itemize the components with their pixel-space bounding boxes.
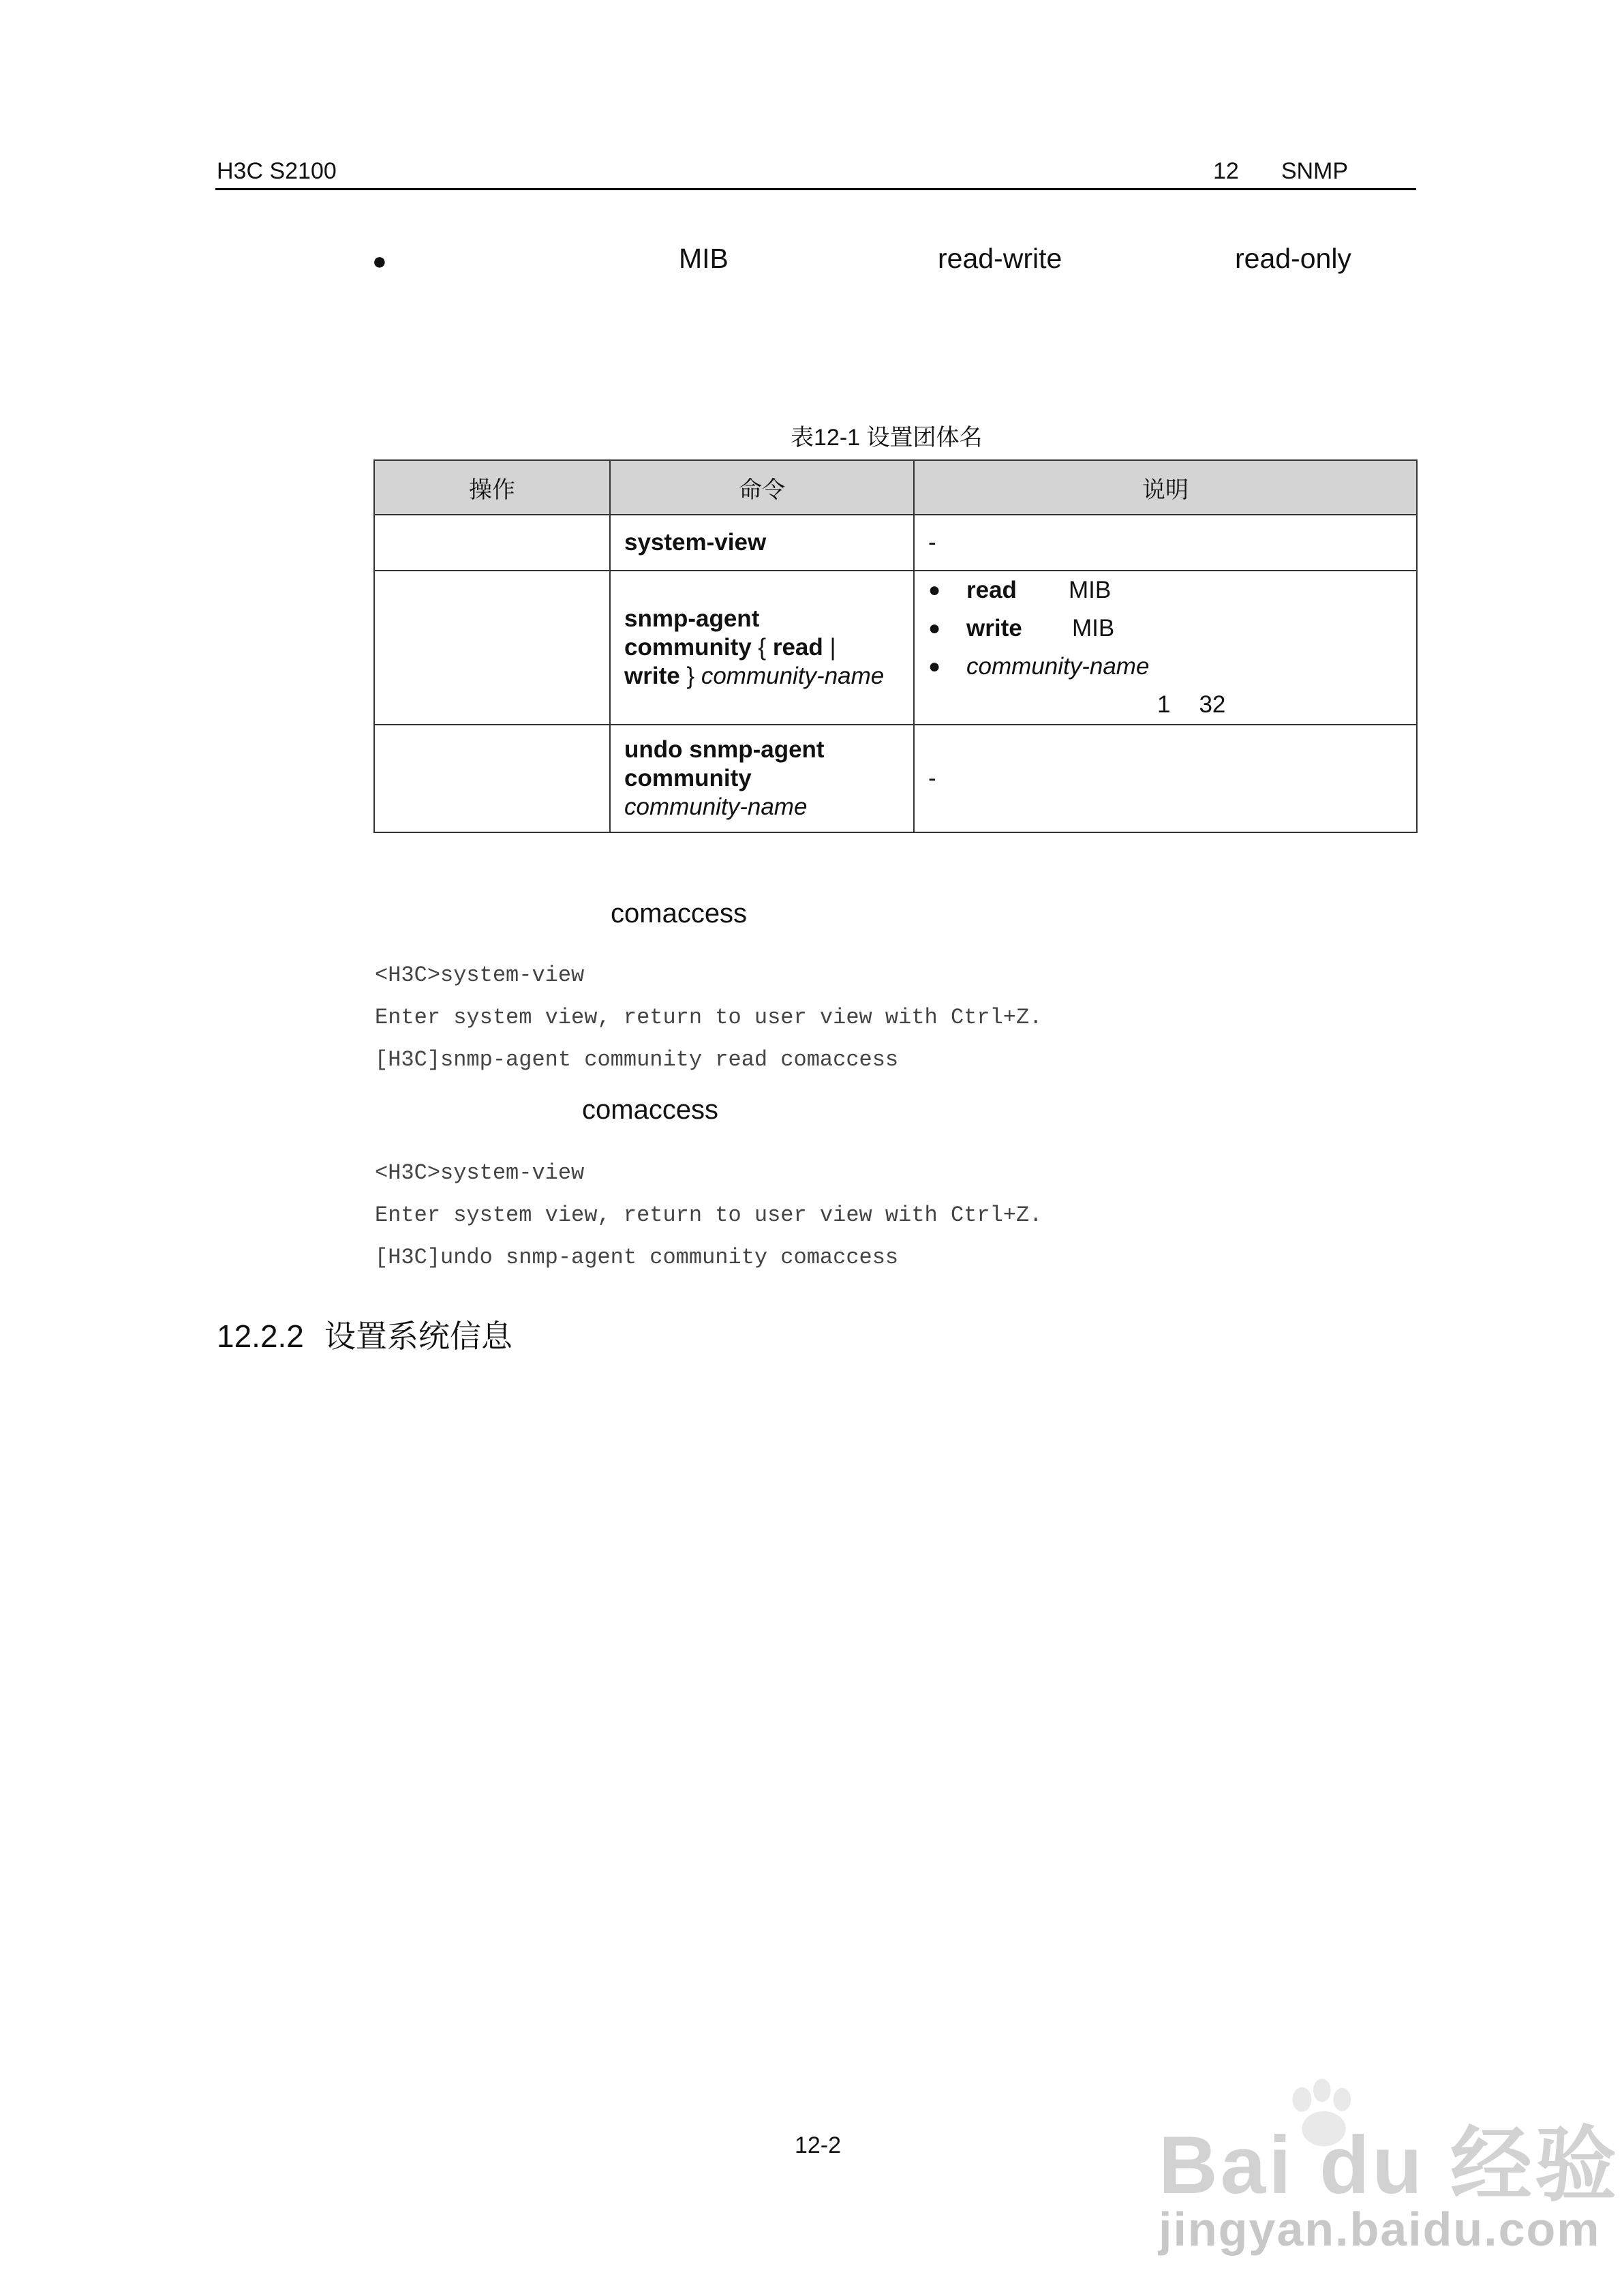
cmd-community: community <box>624 765 752 791</box>
watermark-url: jingyan.baidu.com <box>1159 2203 1601 2256</box>
cmd-undo-snmp-agent: undo snmp-agent <box>624 736 825 763</box>
cell-description: - <box>914 725 1417 832</box>
column-header-description: 说明 <box>914 460 1417 515</box>
cmd-brace-close: } <box>679 663 701 689</box>
term-read-write: read-write <box>938 243 1062 274</box>
page-number: 12-2 <box>795 2132 842 2158</box>
desc-keyword: write <box>966 615 1022 641</box>
example1-label: comaccess <box>611 898 748 928</box>
bullet-dot: ● <box>928 579 941 601</box>
cmd-snmp-agent: snmp-agent <box>624 605 760 632</box>
desc-item-community-name <box>928 648 1403 686</box>
column-header-operation: 操作 <box>374 460 610 515</box>
cmd-community: community <box>624 634 752 661</box>
cell-command: system-view <box>610 515 914 571</box>
cmd-write: write <box>624 663 680 689</box>
cell-description: - <box>914 515 1417 571</box>
cell-operation <box>374 515 610 571</box>
bullet-dot: ● <box>928 655 941 678</box>
bullet-dot: ● <box>928 617 941 639</box>
cell-command <box>610 725 914 832</box>
range-max: 32 <box>1199 691 1226 718</box>
term-read-only: read-only <box>1235 243 1351 274</box>
chapter-title: SNMP <box>1281 158 1349 184</box>
cell-command <box>610 571 914 725</box>
desc-text: MIB <box>1069 577 1112 603</box>
desc-keyword: community-name <box>966 653 1150 680</box>
cell-operation <box>374 725 610 832</box>
cell-description <box>914 571 1417 725</box>
code-line: Enter system view, return to user view with Ctrl+Z. <box>375 1203 1043 1228</box>
chapter-number: 12 <box>1213 158 1239 184</box>
range-min: 1 <box>1157 691 1171 718</box>
cell-operation <box>374 571 610 725</box>
section-heading <box>217 1312 512 1357</box>
example2-label: comaccess <box>582 1095 719 1125</box>
header-product: H3C S2100 <box>217 158 337 184</box>
header-rule <box>215 188 1416 190</box>
desc-item-read <box>928 571 1403 609</box>
code-line: Enter system view, return to user view with Ctrl+Z. <box>375 1005 1043 1030</box>
section-title: 设置系统信息 <box>324 1318 512 1354</box>
cmd-community-name: community-name <box>701 663 885 689</box>
watermark-brand: Bai du 经验 <box>1159 2119 1620 2211</box>
desc-keyword: read <box>966 577 1017 603</box>
column-header-command: 命令 <box>610 460 914 515</box>
cmd-pipe: | <box>823 634 836 661</box>
code-line: [H3C]snmp-agent community read comaccess <box>375 1047 899 1072</box>
table-row <box>374 515 1417 571</box>
bullet-dot: ● <box>372 247 387 275</box>
table-row <box>374 725 1417 832</box>
desc-item-write <box>928 609 1403 648</box>
code-line: <H3C>system-view <box>375 1160 585 1185</box>
cmd-read: read <box>772 634 823 661</box>
table-caption: 表12-1 设置团体名 <box>791 425 983 451</box>
term-mib: MIB <box>679 243 729 274</box>
code-line: <H3C>system-view <box>375 963 585 988</box>
community-table <box>373 459 1418 833</box>
cmd-community-name: community-name <box>624 794 808 820</box>
table-row <box>374 571 1417 725</box>
header-chapter <box>1213 158 1348 185</box>
desc-range <box>928 686 1403 724</box>
table-header-row <box>374 460 1417 515</box>
desc-text: MIB <box>1072 615 1115 641</box>
section-number: 12.2.2 <box>217 1318 304 1354</box>
cmd-brace-open: { <box>751 634 773 661</box>
code-line: [H3C]undo snmp-agent community comaccess <box>375 1245 899 1270</box>
